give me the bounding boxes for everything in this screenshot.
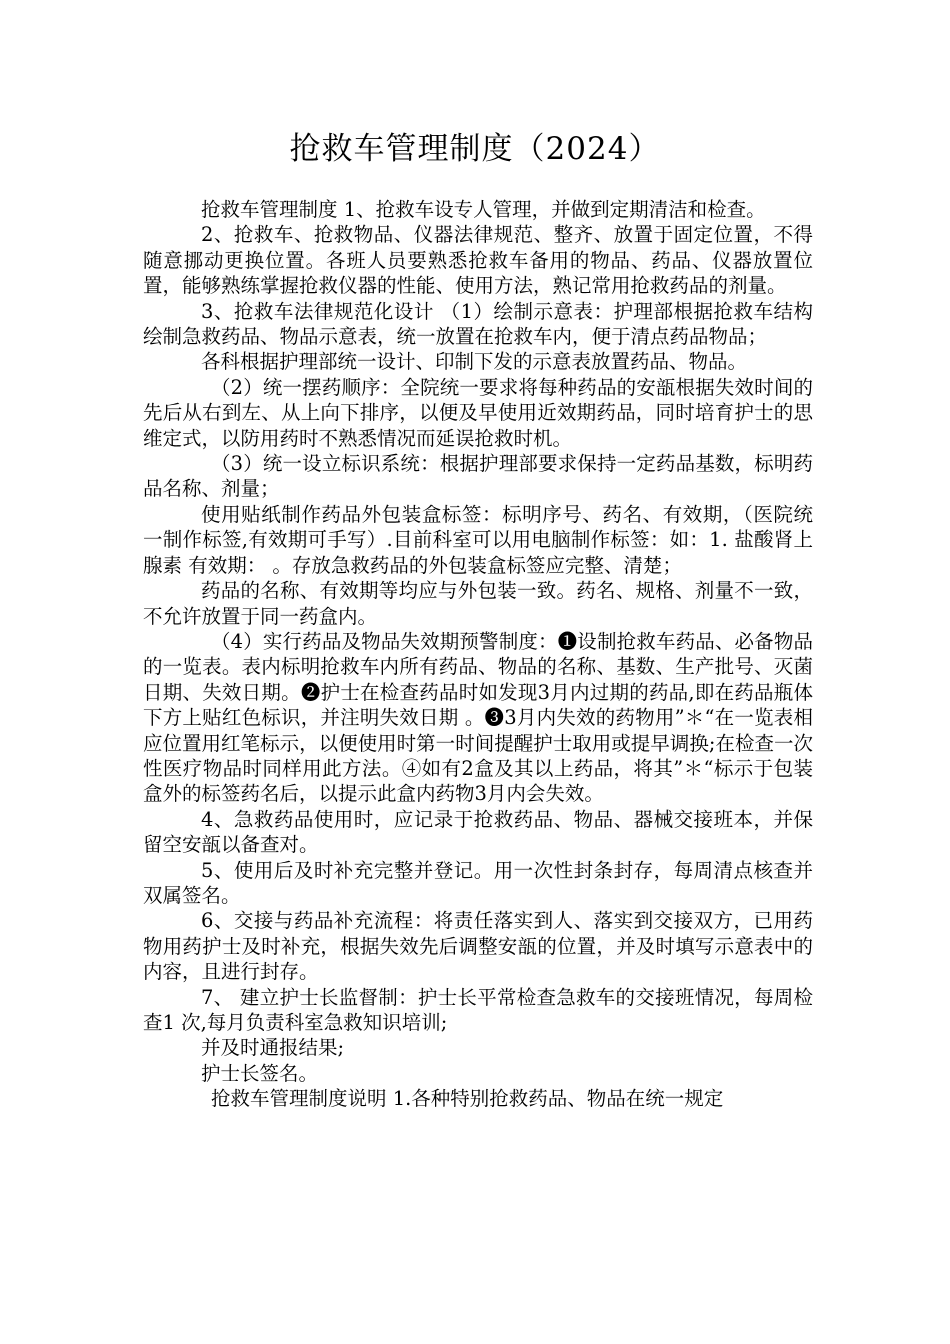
paragraph-11: 5、使用后及时补充完整并登记。用一次性封条封存，每周清点核查并双属签名。 (143, 858, 813, 907)
paragraph-7: 使用贴纸制作药品外包装盒标签：标明序号、药名、有效期，（医院统一制作标签,有效期可手写）.目前科室可以用电脑制作标签：如：1. 盐酸肾上腺素 有效期： 。存放急救药品的外包装盒标签应完整、清楚； (143, 502, 813, 577)
paragraph-3: 3、抢救车法律规范化设计 （1）绘制示意表：护理部根据抢救车结构绘制急救药品、物品示意表，统一放置在抢救车内，便于清点药品物品； (143, 299, 813, 349)
paragraph-12: 6、交接与药品补充流程：将责任落实到人、落实到交接双方，已用药物用药护士及时补充，根据失效先后调整安瓿的位置，并及时填写示意表中的内容，且进行封存。 (143, 909, 813, 984)
paragraph-16: 抢救车管理制度说明 1.各种特别抢救药品、物品在统一规定 (211, 1087, 724, 1111)
paragraph-2: 2、抢救车、抢救物品、仪器法律规范、整齐、放置于固定位置，不得随意挪动更换位置。各班人员要熟悉抢救车备用的物品、药品、仪器放置位置，能够熟练掌握抢救仪器的性能、使用方法，熟记常用抢救药品的剂量。 (143, 223, 813, 298)
paragraph-8: 药品的名称、有效期等均应与外包装一致。药名、规格、剂量不一致，不允许放置于同一药盒内。 (143, 579, 813, 628)
paragraph-14: 并及时通报结果; (201, 1036, 345, 1060)
paragraph-10: 4、急救药品使用时，应记录于抢救药品、物品、器械交接班本，并保留空安瓿以备查对。 (143, 807, 813, 857)
paragraph-5: （2）统一摆药顺序：全院统一要求将每种药品的安瓿根据失效时间的先后从右到左、从上向下排序，以便及早使用近效期药品，同时培育护士的思维定式，以防用药时不熟悉情况而延误抢救时机。 (143, 375, 813, 450)
paragraph-15: 护士长签名。 (201, 1061, 319, 1085)
paragraph-1: 抢救车管理制度 1、抢救车设专人管理，并做到定期清洁和检查。 (201, 198, 766, 221)
paragraph-13: 7、 建立护士长监督制：护士长平常检查急救车的交接班情况，每周检查1 次,每月负责科室急救知识培训; (143, 985, 813, 1034)
page-title: 抢救车管理制度（2024） (289, 131, 661, 167)
paragraph-6: （3）统一设立标识系统：根据护理部要求保持一定药品基数，标明药品名称、剂量； (143, 452, 813, 501)
document-body (143, 197, 813, 1112)
paragraph-9: （4）实行药品及物品失效期预警制度：❶设制抢救车药品、必备物品的一览表。表内标明抢救车内所有药品、物品的名称、基数、生产批号、灭菌日期、失效日期。❷护士在检查药品时如发现3月内过期的药品,即在药品瓶体下方上贴红色标识，并注明失效日期 。❸3月内失效的药物用”＊“在一览表相应位置用红笔标示，以便使用时第一时间提醒护士取用或提早调换;在检查一次性医疗物品时同样用此方法。④如有2盒及其以上药品，将其”＊“标示于包装盒外的标签药名后，以提示此盒内药物3月内会失效。 (143, 629, 813, 806)
paragraph-4: 各科根据护理部统一设计、印制下发的示意表放置药品、物品。 (201, 350, 748, 374)
